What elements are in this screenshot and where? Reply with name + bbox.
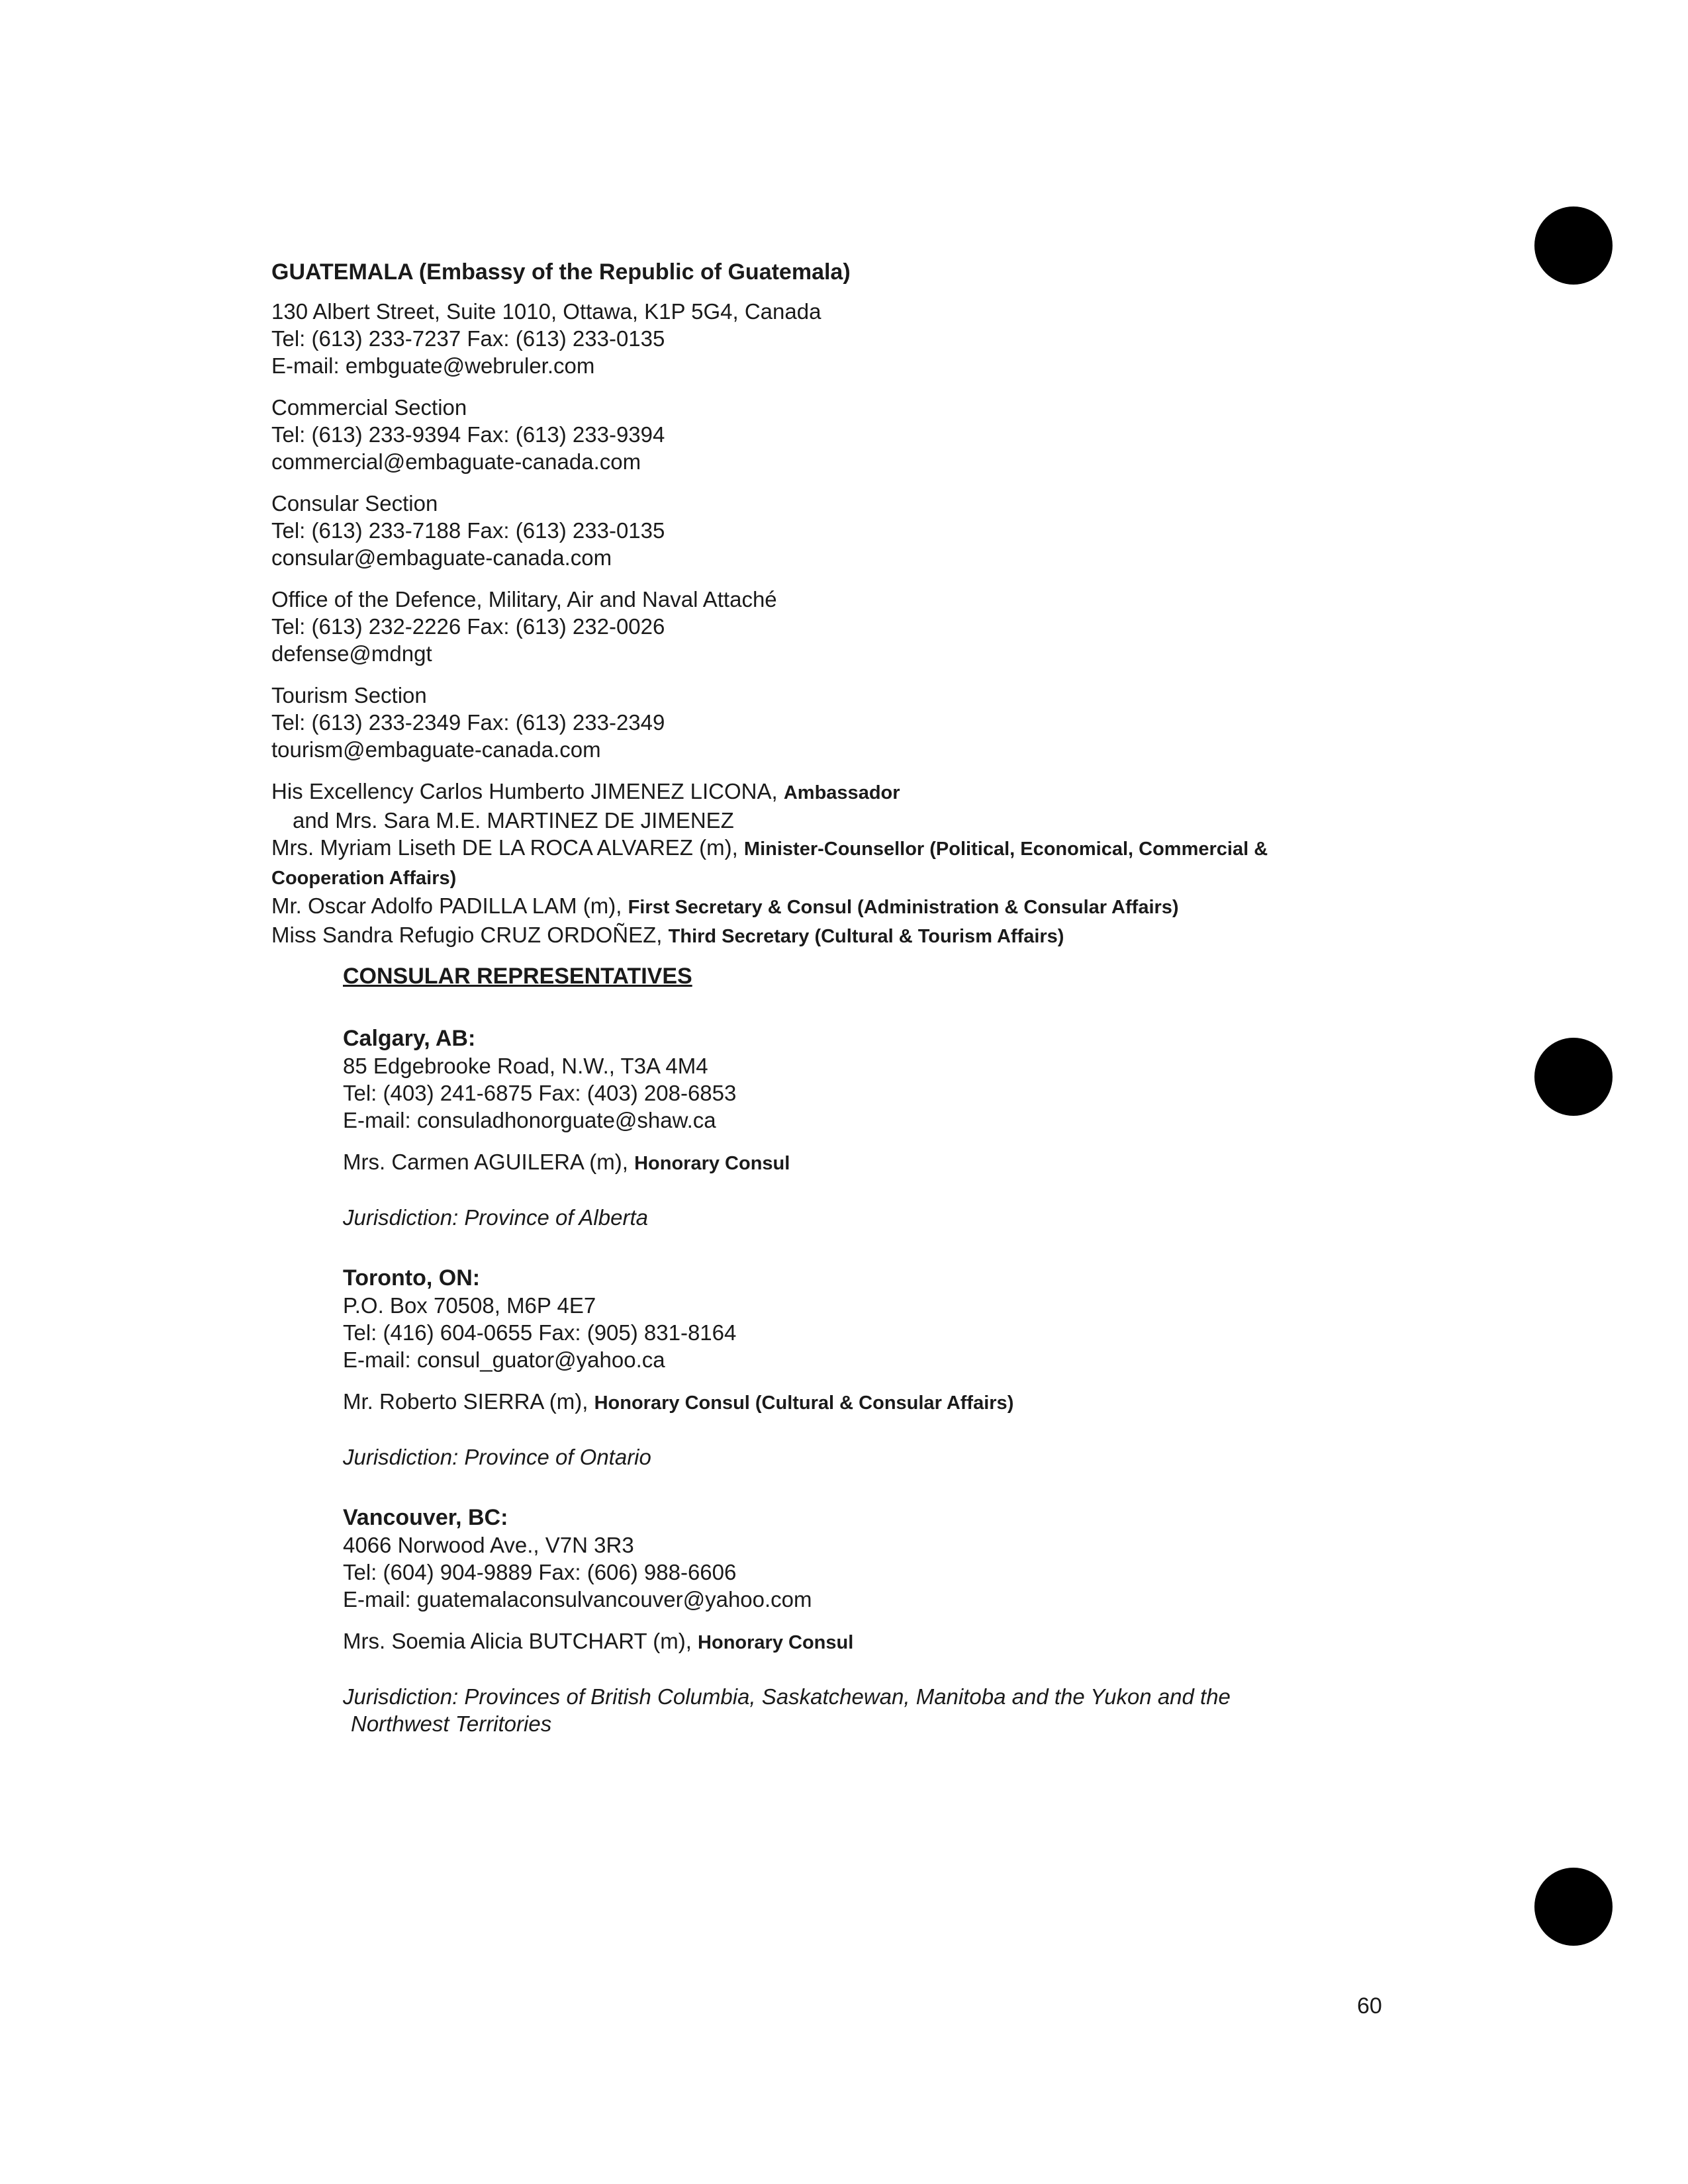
section-email: defense@mdngt	[271, 641, 432, 666]
office-consul	[343, 1148, 1369, 1177]
office-email: E-mail: consuladhonorguate@shaw.ca	[343, 1108, 716, 1132]
office-city: Toronto, ON:	[343, 1265, 481, 1291]
consular-office-calgary	[343, 1024, 1369, 1231]
office-address: 4066 Norwood Ave., V7N 3R3	[343, 1533, 634, 1557]
embassy-address: 130 Albert Street, Suite 1010, Ottawa, K1P 5G4, Canada	[271, 299, 821, 324]
embassy-phone: Tel: (613) 233-7237 Fax: (613) 233-0135	[271, 326, 665, 351]
jurisdiction-text-continued: Northwest Territories	[351, 1711, 552, 1736]
staff-role: First Secretary & Consul (Administration & Consular Affairs)	[628, 897, 1179, 918]
office-address: P.O. Box 70508, M6P 4E7	[343, 1293, 596, 1318]
office-jurisdiction	[343, 1443, 1369, 1471]
staff-role: Minister-Counsellor (Political, Economical, Commercial & Cooperation Affairs)	[271, 839, 1268, 889]
staff-entry	[271, 778, 1397, 807]
office-consul	[343, 1388, 1369, 1417]
section-name: Commercial Section	[271, 395, 467, 420]
embassy-title: GUATEMALA (Embassy of the Republic of Guatemala)	[271, 259, 851, 285]
consul-name: Mrs. Soemia Alicia BUTCHART (m),	[343, 1629, 698, 1653]
consul-name: Mr. Roberto SIERRA (m),	[343, 1389, 594, 1414]
section-phone: Tel: (613) 232-2226 Fax: (613) 232-0026	[271, 614, 665, 639]
consul-role: Honorary Consul	[698, 1632, 854, 1653]
punch-hole-bottom	[1534, 1868, 1613, 1946]
staff-list	[271, 778, 1397, 950]
jurisdiction-text: Jurisdiction: Province of Ontario	[343, 1445, 651, 1469]
section-commercial	[271, 394, 1397, 475]
staff-entry	[271, 807, 1397, 834]
staff-name: His Excellency Carlos Humberto JIMENEZ LICONA,	[271, 779, 784, 803]
embassy-contact	[271, 298, 1397, 379]
staff-name: Miss Sandra Refugio CRUZ ORDOÑEZ,	[271, 923, 669, 947]
staff-entry	[271, 921, 1397, 950]
office-jurisdiction	[343, 1683, 1369, 1737]
staff-entry	[271, 834, 1357, 892]
office-email: E-mail: guatemalaconsulvancouver@yahoo.com	[343, 1587, 812, 1612]
office-phone: Tel: (604) 904-9889 Fax: (606) 988-6606	[343, 1560, 737, 1584]
office-city: Calgary, AB:	[343, 1026, 476, 1051]
jurisdiction-text: Jurisdiction: Province of Alberta	[343, 1205, 648, 1230]
section-email: tourism@embaguate-canada.com	[271, 737, 601, 762]
consul-name: Mrs. Carmen AGUILERA (m),	[343, 1150, 635, 1174]
consular-office-toronto	[343, 1264, 1369, 1471]
section-consular	[271, 490, 1397, 571]
office-jurisdiction	[343, 1204, 1369, 1231]
section-defence	[271, 586, 1397, 667]
staff-entry	[271, 892, 1397, 921]
staff-role: Third Secretary (Cultural & Tourism Affairs)	[668, 926, 1064, 947]
section-phone: Tel: (613) 233-9394 Fax: (613) 233-9394	[271, 422, 665, 447]
section-email: commercial@embaguate-canada.com	[271, 449, 641, 474]
staff-name: and Mrs. Sara M.E. MARTINEZ DE JIMENEZ	[293, 808, 734, 833]
office-consul	[343, 1627, 1369, 1657]
page-number: 60	[1357, 1993, 1382, 2019]
punch-hole-middle	[1534, 1038, 1613, 1116]
staff-name: Mrs. Myriam Liseth DE LA ROCA ALVAREZ (m),	[271, 835, 744, 860]
section-phone: Tel: (613) 233-2349 Fax: (613) 233-2349	[271, 710, 665, 735]
section-email: consular@embaguate-canada.com	[271, 545, 612, 570]
office-phone: Tel: (416) 604-0655 Fax: (905) 831-8164	[343, 1320, 737, 1345]
embassy-email: E-mail: embguate@webruler.com	[271, 353, 595, 378]
section-phone: Tel: (613) 233-7188 Fax: (613) 233-0135	[271, 518, 665, 543]
consul-role: Honorary Consul	[634, 1153, 790, 1174]
consular-block	[343, 963, 1369, 1770]
consular-heading: CONSULAR REPRESENTATIVES	[343, 964, 692, 989]
embassy-block	[271, 258, 1397, 965]
office-email: E-mail: consul_guator@yahoo.ca	[343, 1347, 665, 1372]
jurisdiction-text: Jurisdiction: Provinces of British Columbia, Saskatchewan, Manitoba and the Yukon and the	[343, 1684, 1231, 1709]
section-name: Tourism Section	[271, 683, 427, 707]
section-tourism	[271, 682, 1397, 763]
consul-role: Honorary Consul (Cultural & Consular Affairs)	[594, 1392, 1014, 1414]
consular-office-vancouver	[343, 1504, 1369, 1737]
section-name: Consular Section	[271, 491, 438, 516]
punch-hole-top	[1534, 206, 1613, 285]
office-phone: Tel: (403) 241-6875 Fax: (403) 208-6853	[343, 1081, 737, 1105]
office-address: 85 Edgebrooke Road, N.W., T3A 4M4	[343, 1054, 708, 1078]
section-name: Office of the Defence, Military, Air and Naval Attaché	[271, 587, 777, 612]
office-city: Vancouver, BC:	[343, 1505, 508, 1530]
staff-role: Ambassador	[783, 782, 900, 803]
staff-name: Mr. Oscar Adolfo PADILLA LAM (m),	[271, 893, 628, 918]
